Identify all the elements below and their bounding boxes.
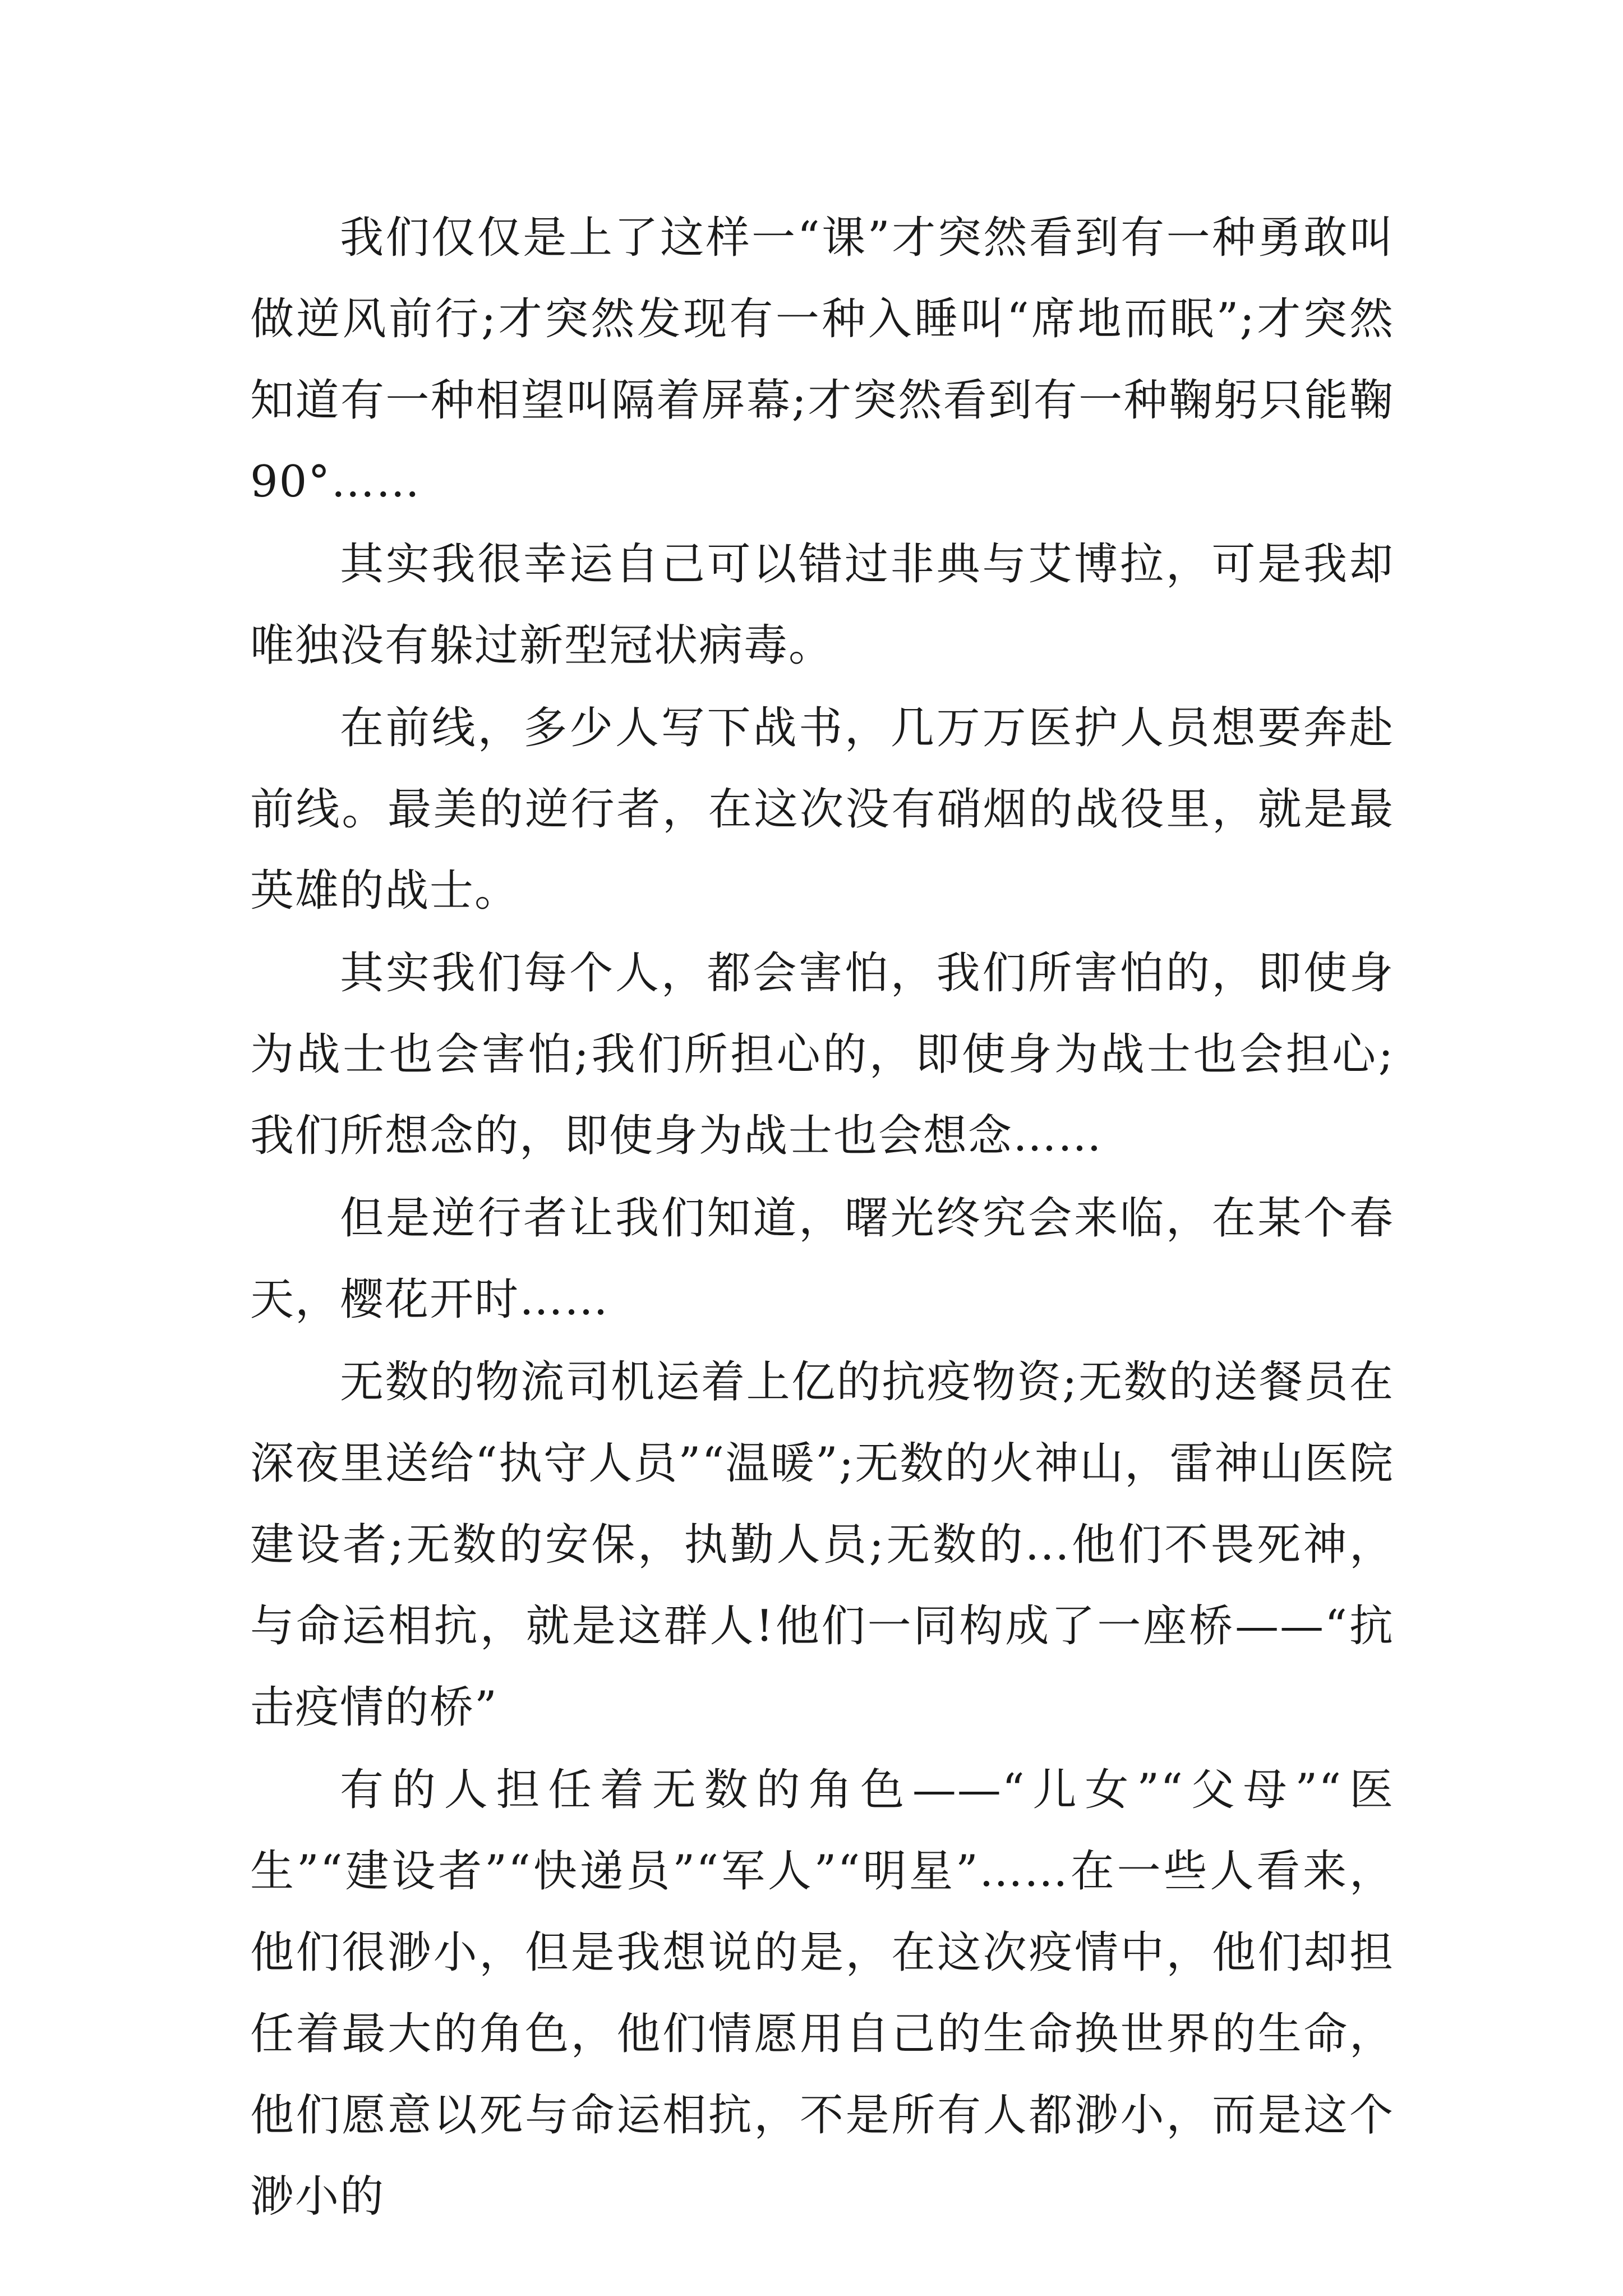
paragraph-3: 在前线，多少人写下战书，几万万医护人员想要奔赴前线。最美的逆行者，在这次没有硝烟的战役里，就是最英雄的战士。 (250, 703, 1394, 916)
paragraph-2: 其实我很幸运自己可以错过非典与艾博拉，可是我却唯独没有躲过新型冠状病毒。 (250, 539, 1394, 671)
paragraph-6: 无数的物流司机运着上亿的抗疫物资;无数的送餐员在深夜里送给“执守人员”“温暖”;无数的火神山，雷神山医院建设者;无数的安保，执勤人员;无数的...他们不畏死神，与命运相抗，就是这群人!他们一同构成了一座桥——“抗击疫情的桥” (250, 1357, 1394, 1733)
paragraph-5: 但是逆行者让我们知道，曙光终究会来临，在某个春天，樱花开时…… (250, 1193, 1394, 1325)
document-body (250, 197, 1394, 2239)
paragraph-1: 我们仅仅是上了这样一“课”才突然看到有一种勇敢叫做逆风前行;才突然发现有一种入睡叫“席地而眠”;才突然知道有一种相望叫隔着屏幕;才突然看到有一种鞠躬只能鞠90°…… (250, 213, 1394, 507)
paragraph-7: 有的人担任着无数的角色——“儿女”“父母”“医生”“建设者”“快递员”“军人”“明星”……在一些人看来，他们很渺小，但是我想说的是，在这次疫情中，他们却担任着最大的角色，他们情愿用自己的生命换世界的生命，他们愿意以死与命运相抗，不是所有人都渺小，而是这个渺小的 (250, 1765, 1394, 2222)
paragraph-4: 其实我们每个人，都会害怕，我们所害怕的，即使身为战士也会害怕;我们所担心的，即使身为战士也会担心;我们所想念的，即使身为战士也会想念…… (250, 948, 1394, 1161)
